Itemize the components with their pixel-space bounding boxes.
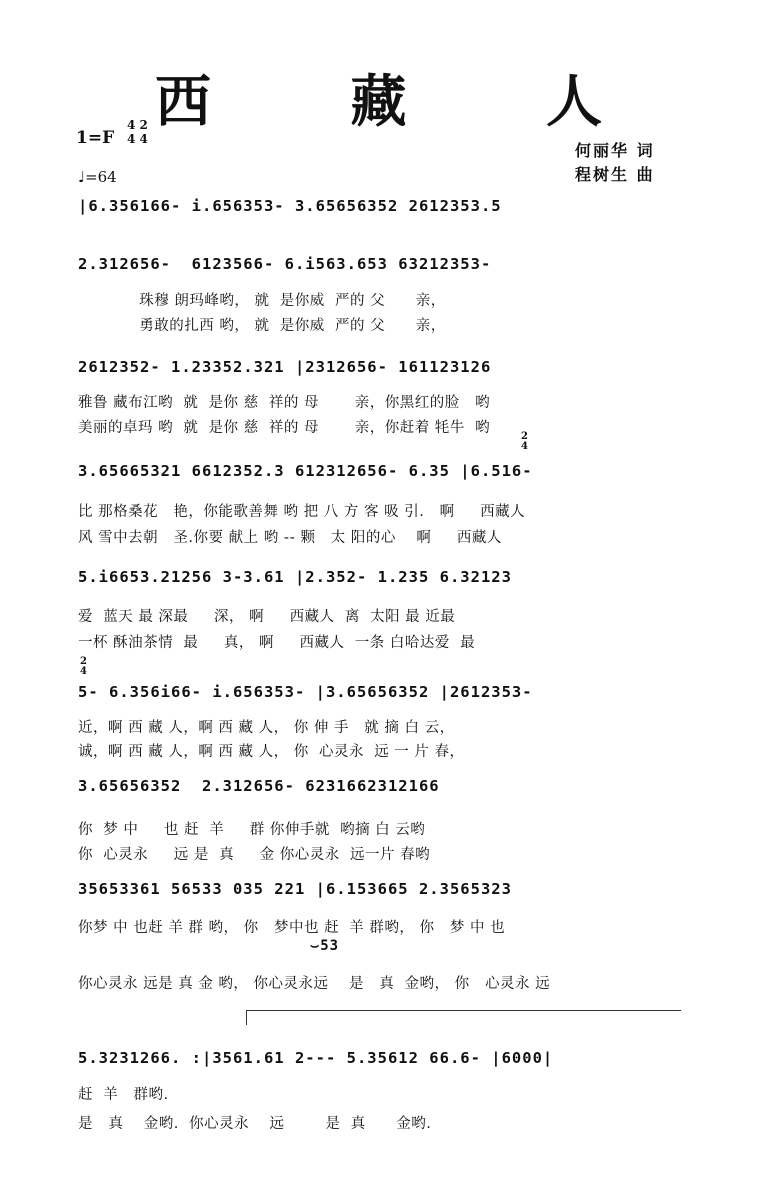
time-signature-change-bottom: 4	[80, 666, 87, 677]
lyric-line: 美丽的卓玛 哟 就 是你 慈 祥的 母 亲，你赶着 牦牛 哟	[78, 420, 491, 436]
lyric-line: 比 那格桑花 艳，你能歌善舞 哟 把 八 方 客 吸 引. 啊 西藏人	[78, 504, 526, 520]
lyric-line: 诚，啊 西 藏 人，啊 西 藏 人， 你 心灵永 远 一 片 春，	[78, 744, 465, 760]
notation-line: 5- 6.356i66- i.656353- |3.65656352 |2612353-	[78, 683, 533, 701]
time-signature-change-top: 2	[80, 656, 87, 667]
lyric-line: 你 心灵永 远 是 真 金 你心灵永 远一片 春哟	[78, 847, 431, 863]
tempo-marking: ♩=64	[78, 168, 117, 186]
time-signature-top: 4 2	[127, 118, 148, 132]
notation-line: 5.3231266. :|3561.61 2--- 5.35612 66.6- |6000|	[78, 1049, 554, 1067]
time-signature-change-bottom: 4	[521, 441, 528, 452]
time-signature-change-top: 2	[521, 431, 528, 442]
time-signature-change	[80, 657, 87, 677]
lyric-line: 你梦 中 也赶 羊 群 哟， 你 梦中也 赶 羊 群哟， 你 梦 中 也	[78, 920, 506, 936]
notation-line: 5.i6653.21256 3-3.61 |2.352- 1.235 6.32123	[78, 568, 512, 586]
lyric-line: 珠穆 朗玛峰哟， 就 是你威 严的 父 亲，	[78, 293, 446, 309]
notation-line: 2612352- 1.23352.321 |2312656- 161123126	[78, 358, 492, 376]
lyric-line: 雅鲁 藏布江哟 就 是你 慈 祥的 母 亲，你黑红的脸 哟	[78, 395, 491, 411]
lyric-line: 一杯 酥油茶情 最 真， 啊 西藏人 一条 白哈达爱 最	[78, 635, 476, 651]
time-signature-bottom: 4 4	[127, 132, 148, 146]
notation-line: 3.65665321 6612352.3 612312656- 6.35 |6.516-	[78, 462, 533, 480]
ending-bracket	[246, 1010, 681, 1025]
time-signature-change	[521, 432, 528, 452]
notation-line: 35653361 56533 035 221 |6.153665 2.3565323	[78, 880, 512, 898]
lyric-line: 勇敢的扎西 哟， 就 是你威 严的 父 亲，	[78, 318, 446, 334]
time-signature	[127, 118, 148, 146]
lyric-line: 风 雪中去朝 圣.你要 献上 哟 -- 颗 太 阳的心 啊 西藏人	[78, 530, 502, 546]
lyric-line: 赶 羊 群哟.	[78, 1087, 169, 1103]
lyric-line: 是 真 金哟. 你心灵永 远 是 真 金哟.	[78, 1116, 432, 1132]
notation-line: |6.356166- i.656353- 3.65656352 2612353.5	[78, 197, 502, 215]
lyric-line: 你心灵永 远是 真 金 哟， 你心灵永远 是 真 金哟， 你 心灵永 远	[78, 976, 551, 992]
song-title: 西 藏 人	[155, 70, 662, 135]
notation-line: 3.65656352 2.312656- 6231662312166	[78, 777, 440, 795]
key-signature: 1=F	[76, 128, 115, 148]
composer-credit: 程树生 曲	[575, 165, 655, 184]
tie-annotation: ⌣53	[310, 938, 340, 954]
lyric-line: 你 梦 中 也 赶 羊 群 你伸手就 哟摘 白 云哟	[78, 822, 426, 838]
notation-line: 2.312656- 6123566- 6.i563.653 63212353-	[78, 255, 492, 273]
lyric-line: 爱 蓝天 最 深最 深， 啊 西藏人 离 太阳 最 近最	[78, 609, 456, 625]
lyricist-credit: 何丽华 词	[575, 141, 655, 160]
lyric-line: 近，啊 西 藏 人，啊 西 藏 人， 你 伸 手 就 摘 白 云，	[78, 720, 455, 736]
